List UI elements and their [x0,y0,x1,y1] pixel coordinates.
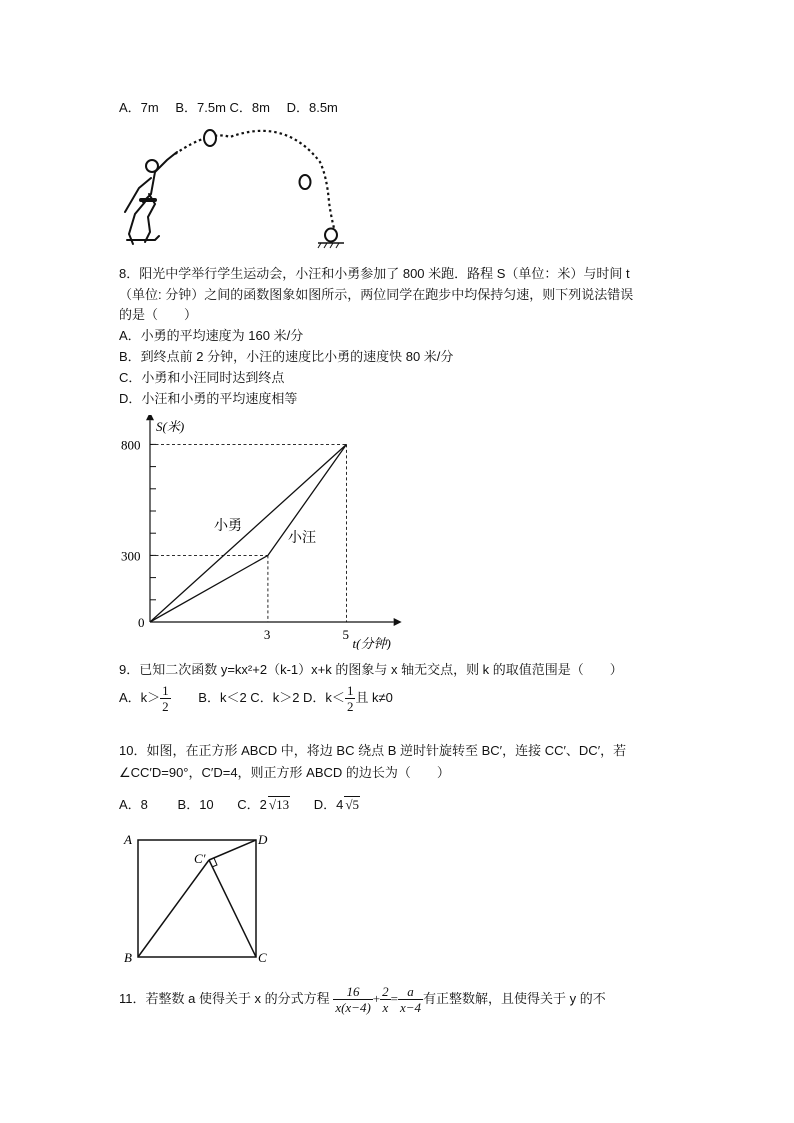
frac-num: 16 [333,984,372,1000]
label-b: B [124,950,132,965]
segment-c-prime-d [209,840,256,860]
q9-opt-bcd: B．k＜2 C．k＞2 D．k＜ [198,689,345,705]
q8-text-line3: 的是（ ） [119,307,198,322]
q11-plus: + [372,990,381,1006]
q10-sqrt-c: √13 [268,797,290,812]
q10-opt-d: D．4 [313,797,344,812]
q9-frac-a [160,683,171,714]
q10-opt-a: A．8 [119,797,148,812]
q10-text-line1: 10．如图，在正方形 ABCD 中，将边 BC 绕点 B 逆时针旋转至 BC′，连接 CC′、DC′，若 [119,743,627,758]
frac-den: x [382,1000,389,1015]
series-label-xiaowang: 小汪 [288,530,316,546]
ball-1 [204,130,216,146]
distance-time-chart [110,415,420,650]
q8-option-b: B．到终点前 2 分钟，小汪的速度比小勇的速度快 80 米/分 [119,349,454,364]
q8-option-d: D．小汪和小勇的平均速度相等 [119,391,298,406]
q10-opt-c: C．2 [237,797,267,812]
athlete-figure [125,152,177,244]
q8-option-c: C．小勇和小汪同时达到终点 [119,370,285,385]
q9-opt-d-suffix: 且 k≠0 [355,689,393,705]
frac-num: 1 [162,683,169,698]
x-tick-label: 0 [138,615,145,630]
square-figure [118,828,278,970]
right-angle-mark [212,858,217,867]
q9-text: 9．已知二次函数 y=kx²+2（k-1）x+k 的图象与 x 轴无交点，则 k 的取值范围是（ ） [119,662,623,677]
q11-frac-3 [398,984,423,1015]
q11-frac-2 [380,984,391,1015]
y-axis-label: S(米) [156,419,185,434]
segment-bc-prime [138,860,209,957]
shot-put-illustration [115,122,350,250]
sqrt-radicand: 13 [276,797,290,812]
ball-3 [325,229,337,242]
segment-c-prime-c [209,860,256,957]
q11-prefix: 11．若整数 a 使得关于 x 的分式方程 [119,990,330,1006]
q8-text-line2: （单位: 分钟）之间的函数图象如图所示，两位同学在跑步中均保持匀速，则下列说法错误 [119,287,634,302]
q7-options: A．7m B．7.5m C．8m D．8.5m [119,100,338,115]
x-tick-label: 5 [342,627,349,642]
label-a: A [124,832,132,847]
frac-num: a [398,984,423,1000]
y-tick-label: 300 [121,548,141,564]
x-axis-label: t(分钟) [352,636,391,650]
y-tick-label: 800 [121,437,141,453]
q9-frac-d [345,683,356,714]
x-axis-arrow [394,618,402,626]
ball-2 [300,175,311,189]
q8-option-a: A．小勇的平均速度为 160 米/分 [119,328,304,343]
frac-den: 2 [162,699,169,714]
q8-text-line1: 8．阳光中学举行学生运动会，小汪和小勇参加了 800 米跑．路程 S（单位：米）与时间 t [119,266,630,281]
y-axis-arrow [146,415,154,420]
frac-den: 2 [346,699,354,714]
series-line-xiaoyong [150,444,347,622]
series-label-xiaoyong: 小勇 [214,518,242,534]
q10-text-line2: ∠CC′D=90°，C′D=4，则正方形 ABCD 的边长为（ ） [119,765,450,780]
label-c: C [258,950,267,965]
q9-options [119,683,393,714]
label-d: D [258,832,268,847]
sqrt-radicand: 5 [352,797,359,812]
frac-num: 2 [382,984,389,999]
frac-den: x−4 [399,1000,422,1015]
x-tick-label: 3 [263,627,271,642]
frac-num: 1 [346,683,354,698]
q11-text [119,984,606,1015]
q11-frac-1 [333,984,372,1015]
q10-opt-b: B．10 [177,797,214,812]
q9-opt-a-prefix: A．k＞ [119,689,161,705]
q10-options [119,797,360,813]
label-c-prime: C′ [194,851,206,866]
frac-den: x(x−4) [335,1000,371,1015]
q11-eq: = [390,990,398,1006]
q11-suffix: 有正整数解，且使得关于 y 的不 [423,990,606,1006]
q10-sqrt-d: √5 [345,797,359,812]
